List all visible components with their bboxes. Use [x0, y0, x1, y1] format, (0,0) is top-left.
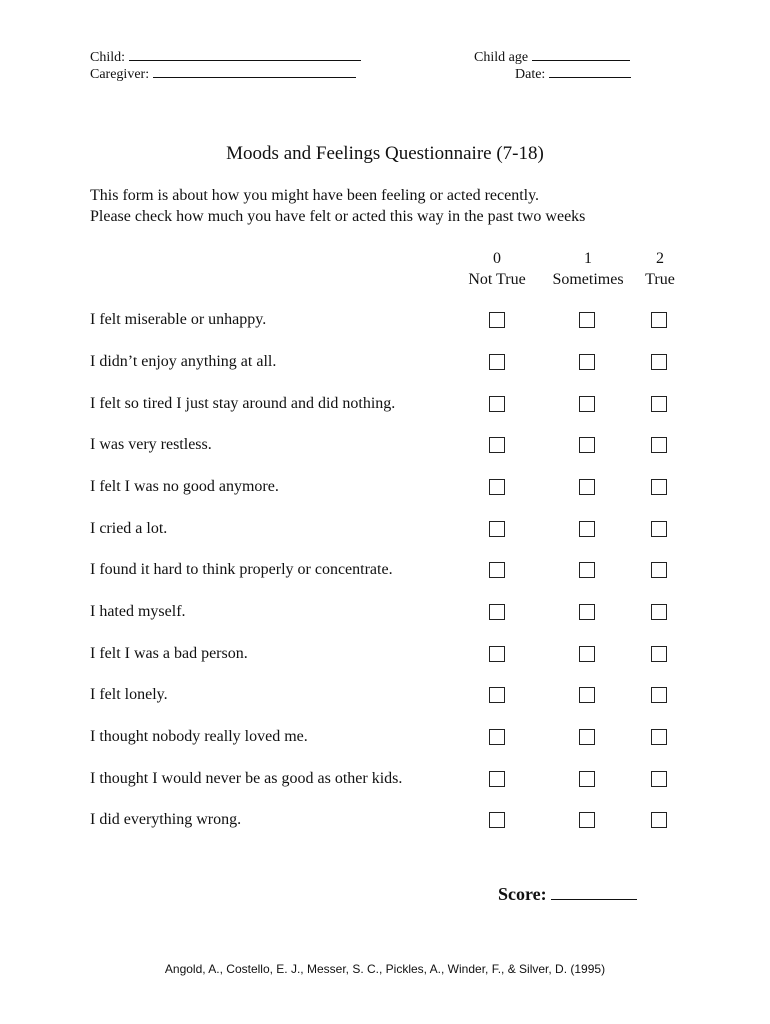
checkbox-q8-sometimes[interactable] — [579, 604, 595, 620]
checkbox-q10-not-true[interactable] — [489, 687, 505, 703]
question-text: I hated myself. — [90, 603, 186, 620]
column-label: Sometimes — [552, 271, 624, 288]
citation: Angold, A., Costello, E. J., Messer, S. C., Pickles, A., Winder, F., & Silver, D. (1995) — [164, 962, 606, 976]
column-header-not-true — [457, 248, 537, 290]
date-label: Date: — [515, 67, 546, 82]
checkbox-q1-sometimes[interactable] — [579, 312, 595, 328]
column-value: 2 — [656, 250, 664, 267]
intro-line-2: Please check how much you have felt or acted this way in the past two weeks — [90, 208, 586, 225]
checkbox-q10-true[interactable] — [651, 687, 667, 703]
checkbox-q11-not-true[interactable] — [489, 729, 505, 745]
checkbox-q12-true[interactable] — [651, 771, 667, 787]
question-text: I felt so tired I just stay around and did nothing. — [90, 395, 396, 412]
checkbox-q13-not-true[interactable] — [489, 812, 505, 828]
checkbox-q12-sometimes[interactable] — [579, 771, 595, 787]
child-label: Child: — [90, 50, 126, 65]
checkbox-q4-sometimes[interactable] — [579, 437, 595, 453]
column-value: 0 — [493, 250, 501, 267]
checkbox-q11-sometimes[interactable] — [579, 729, 595, 745]
intro-line-1: This form is about how you might have been feeling or acted recently. — [90, 187, 540, 204]
question-text: I was very restless. — [90, 436, 212, 453]
question-text: I felt lonely. — [90, 686, 168, 703]
checkbox-q3-true[interactable] — [651, 396, 667, 412]
score-label: Score: — [498, 884, 547, 904]
checkbox-q3-not-true[interactable] — [489, 396, 505, 412]
child-age-field — [474, 48, 630, 66]
child-input-line[interactable] — [129, 48, 361, 61]
checkbox-q4-not-true[interactable] — [489, 437, 505, 453]
question-text: I did everything wrong. — [90, 811, 242, 828]
checkbox-q6-sometimes[interactable] — [579, 521, 595, 537]
checkbox-q10-sometimes[interactable] — [579, 687, 595, 703]
checkbox-q9-sometimes[interactable] — [579, 646, 595, 662]
child-age-input-line[interactable] — [532, 48, 630, 61]
checkbox-q7-sometimes[interactable] — [579, 562, 595, 578]
question-text: I didn’t enjoy anything at all. — [90, 353, 277, 370]
question-text: I cried a lot. — [90, 520, 168, 537]
question-text: I found it hard to think properly or concentrate. — [90, 561, 393, 578]
checkbox-q3-sometimes[interactable] — [579, 396, 595, 412]
checkbox-q9-true[interactable] — [651, 646, 667, 662]
page-title: Moods and Feelings Questionnaire (7-18) — [226, 143, 544, 164]
child-field — [90, 48, 361, 66]
column-header-true — [636, 248, 684, 290]
date-field — [515, 65, 631, 83]
checkbox-q5-sometimes[interactable] — [579, 479, 595, 495]
caregiver-input-line[interactable] — [153, 65, 356, 78]
question-text: I felt I was a bad person. — [90, 645, 248, 662]
score-field — [498, 884, 637, 905]
child-age-label: Child age — [474, 50, 529, 65]
question-text: I thought I would never be as good as other kids. — [90, 770, 403, 787]
checkbox-q13-sometimes[interactable] — [579, 812, 595, 828]
checkbox-q2-sometimes[interactable] — [579, 354, 595, 370]
column-value: 1 — [584, 250, 592, 267]
question-text: I thought nobody really loved me. — [90, 728, 308, 745]
checkbox-q7-not-true[interactable] — [489, 562, 505, 578]
checkbox-q1-not-true[interactable] — [489, 312, 505, 328]
checkbox-q9-not-true[interactable] — [489, 646, 505, 662]
checkbox-q12-not-true[interactable] — [489, 771, 505, 787]
checkbox-q13-true[interactable] — [651, 812, 667, 828]
checkbox-q5-true[interactable] — [651, 479, 667, 495]
column-label: Not True — [468, 271, 526, 288]
checkbox-q11-true[interactable] — [651, 729, 667, 745]
caregiver-field — [90, 65, 356, 83]
question-text: I felt miserable or unhappy. — [90, 311, 267, 328]
checkbox-q6-not-true[interactable] — [489, 521, 505, 537]
question-text: I felt I was no good anymore. — [90, 478, 279, 495]
checkbox-q1-true[interactable] — [651, 312, 667, 328]
date-input-line[interactable] — [549, 65, 631, 78]
score-input-line[interactable] — [551, 885, 637, 900]
checkbox-q5-not-true[interactable] — [489, 479, 505, 495]
checkbox-q2-true[interactable] — [651, 354, 667, 370]
column-label: True — [645, 271, 675, 288]
caregiver-label: Caregiver: — [90, 67, 150, 82]
checkbox-q8-true[interactable] — [651, 604, 667, 620]
column-header-sometimes — [542, 248, 634, 290]
checkbox-q8-not-true[interactable] — [489, 604, 505, 620]
checkbox-q4-true[interactable] — [651, 437, 667, 453]
checkbox-q6-true[interactable] — [651, 521, 667, 537]
checkbox-q2-not-true[interactable] — [489, 354, 505, 370]
checkbox-q7-true[interactable] — [651, 562, 667, 578]
